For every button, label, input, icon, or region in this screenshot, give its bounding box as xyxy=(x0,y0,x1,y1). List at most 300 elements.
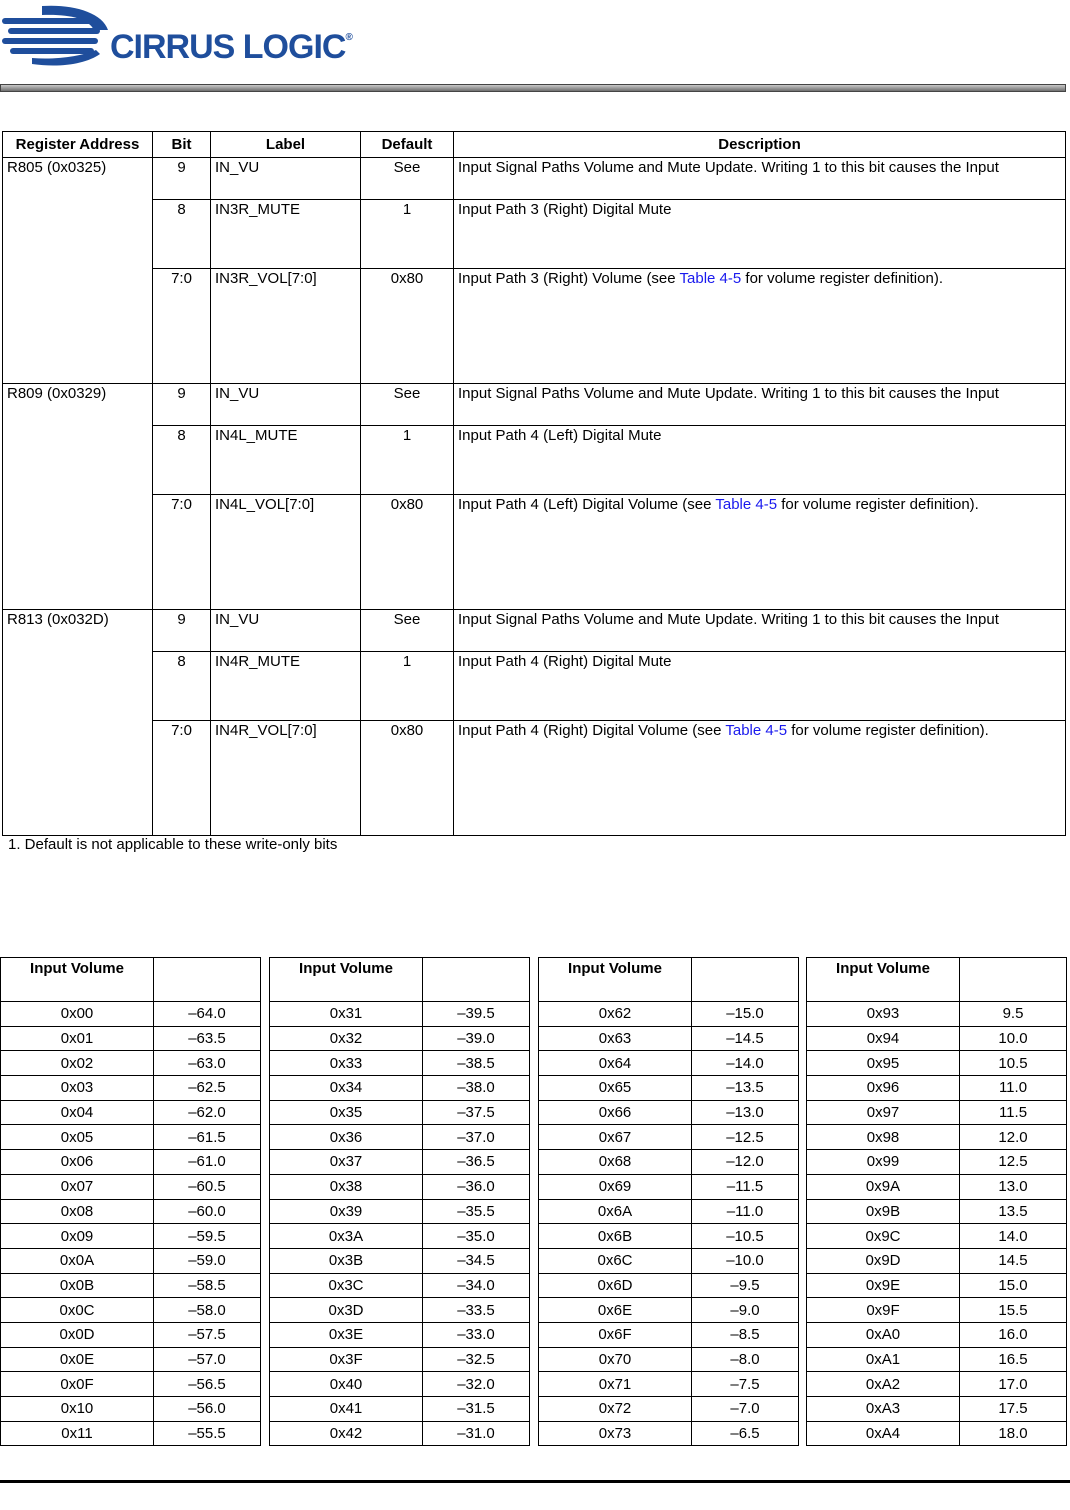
volume-gain: 11.0 xyxy=(960,1076,1067,1101)
volume-code: 0xA1 xyxy=(807,1347,960,1372)
volume-row xyxy=(270,1273,530,1298)
register-row xyxy=(3,426,1066,495)
volume-code: 0x3B xyxy=(270,1248,423,1273)
volume-code: 0x0F xyxy=(1,1372,154,1397)
register-description: Input Signal Paths Volume and Mute Update. Writing 1 to this bit causes the Input xyxy=(454,610,1066,652)
volume-gain: –64.0 xyxy=(154,1002,261,1027)
volume-table xyxy=(269,957,530,1446)
volume-gain: –38.5 xyxy=(423,1051,530,1076)
volume-code: 0x36 xyxy=(270,1125,423,1150)
volume-row xyxy=(1,1224,261,1249)
volume-table-header xyxy=(539,958,799,1002)
register-row xyxy=(3,721,1066,836)
volume-gain: –59.5 xyxy=(154,1224,261,1249)
volume-row xyxy=(1,1002,261,1027)
volume-row xyxy=(1,1174,261,1199)
register-label: IN_VU xyxy=(211,384,361,426)
volume-gain: –39.5 xyxy=(423,1002,530,1027)
volume-gain: –34.5 xyxy=(423,1248,530,1273)
volume-gain: –35.0 xyxy=(423,1224,530,1249)
cirrus-logic-logo xyxy=(2,2,382,72)
volume-gain: 15.5 xyxy=(960,1298,1067,1323)
register-default: See xyxy=(361,384,454,426)
volume-row xyxy=(539,1322,799,1347)
register-bit: 7:0 xyxy=(153,721,211,836)
volume-row xyxy=(807,1397,1067,1422)
volume-row xyxy=(807,1199,1067,1224)
volume-code: 0x6F xyxy=(539,1322,692,1347)
volume-code: 0x07 xyxy=(1,1174,154,1199)
volume-row xyxy=(270,1076,530,1101)
volume-row xyxy=(270,1002,530,1027)
volume-row xyxy=(539,1150,799,1175)
description-text: for volume register definition). xyxy=(787,722,989,739)
volume-row xyxy=(807,1125,1067,1150)
volume-row xyxy=(270,1298,530,1323)
volume-code: 0x04 xyxy=(1,1100,154,1125)
register-table xyxy=(2,131,1066,836)
volume-code: 0x00 xyxy=(1,1002,154,1027)
register-description: Input Path 4 (Left) Digital Mute xyxy=(454,426,1066,495)
register-bit: 8 xyxy=(153,652,211,721)
volume-gain: –12.5 xyxy=(692,1125,799,1150)
volume-row xyxy=(807,1273,1067,1298)
volume-row xyxy=(270,1224,530,1249)
col-header-bit: Bit xyxy=(153,132,211,158)
volume-gain: –36.5 xyxy=(423,1150,530,1175)
register-bit: 9 xyxy=(153,158,211,200)
register-description xyxy=(454,495,1066,610)
volume-gain: –37.5 xyxy=(423,1100,530,1125)
register-label: IN4R_MUTE xyxy=(211,652,361,721)
volume-row xyxy=(539,1174,799,1199)
volume-code: 0x98 xyxy=(807,1125,960,1150)
volume-gain: –8.0 xyxy=(692,1347,799,1372)
volume-gain: 11.5 xyxy=(960,1100,1067,1125)
volume-row xyxy=(807,1174,1067,1199)
volume-row xyxy=(539,1224,799,1249)
volume-row xyxy=(1,1076,261,1101)
volume-code: 0xA3 xyxy=(807,1397,960,1422)
volume-code: 0x62 xyxy=(539,1002,692,1027)
volume-gain: –36.0 xyxy=(423,1174,530,1199)
register-default: 1 xyxy=(361,200,454,269)
logo-swirl-icon xyxy=(2,2,112,68)
volume-gain: 16.0 xyxy=(960,1322,1067,1347)
volume-row xyxy=(1,1026,261,1051)
volume-code: 0x72 xyxy=(539,1397,692,1422)
volume-code: 0x94 xyxy=(807,1026,960,1051)
volume-row xyxy=(539,1026,799,1051)
footer-rule xyxy=(0,1480,1070,1483)
volume-row xyxy=(1,1100,261,1125)
volume-row xyxy=(807,1100,1067,1125)
volume-row xyxy=(807,1347,1067,1372)
volume-gain: –32.0 xyxy=(423,1372,530,1397)
volume-code: 0x11 xyxy=(1,1421,154,1446)
input-volume-header: Input Volume xyxy=(270,958,423,1002)
volume-row xyxy=(270,1150,530,1175)
volume-gain: –9.5 xyxy=(692,1273,799,1298)
volume-code: 0x93 xyxy=(807,1002,960,1027)
volume-code: 0x0C xyxy=(1,1298,154,1323)
volume-row xyxy=(1,1421,261,1446)
volume-row xyxy=(807,1372,1067,1397)
volume-code: 0x6B xyxy=(539,1224,692,1249)
volume-gain: –7.5 xyxy=(692,1372,799,1397)
volume-code: 0x35 xyxy=(270,1100,423,1125)
register-address: R809 (0x0329) xyxy=(3,384,153,610)
volume-gain: –9.0 xyxy=(692,1298,799,1323)
volume-code: 0x06 xyxy=(1,1150,154,1175)
volume-row xyxy=(1,1125,261,1150)
volume-code: 0x9F xyxy=(807,1298,960,1323)
volume-row xyxy=(539,1076,799,1101)
register-row xyxy=(3,652,1066,721)
volume-row xyxy=(1,1397,261,1422)
volume-row xyxy=(270,1397,530,1422)
volume-gain: –62.5 xyxy=(154,1076,261,1101)
register-label: IN4L_MUTE xyxy=(211,426,361,495)
volume-gain: –8.5 xyxy=(692,1322,799,1347)
volume-row xyxy=(539,1248,799,1273)
register-bit: 7:0 xyxy=(153,495,211,610)
volume-gain: 12.5 xyxy=(960,1150,1067,1175)
volume-code: 0x41 xyxy=(270,1397,423,1422)
col-header-description: Description xyxy=(454,132,1066,158)
volume-row xyxy=(807,1224,1067,1249)
volume-code: 0x05 xyxy=(1,1125,154,1150)
volume-gain: –60.0 xyxy=(154,1199,261,1224)
volume-gain: –58.5 xyxy=(154,1273,261,1298)
volume-gain: 17.0 xyxy=(960,1372,1067,1397)
register-description: Input Path 4 (Right) Digital Mute xyxy=(454,652,1066,721)
volume-row xyxy=(807,1002,1067,1027)
volume-row xyxy=(1,1199,261,1224)
volume-gain: 12.0 xyxy=(960,1125,1067,1150)
register-default: 0x80 xyxy=(361,269,454,384)
register-bit: 8 xyxy=(153,200,211,269)
volume-row xyxy=(539,1100,799,1125)
volume-code: 0x6C xyxy=(539,1248,692,1273)
volume-table xyxy=(0,957,261,1446)
volume-code: 0x65 xyxy=(539,1076,692,1101)
col-header-label: Label xyxy=(211,132,361,158)
volume-code: 0x3E xyxy=(270,1322,423,1347)
volume-code: 0x31 xyxy=(270,1002,423,1027)
volume-row xyxy=(539,1347,799,1372)
volume-table-header xyxy=(807,958,1067,1002)
volume-code: 0x69 xyxy=(539,1174,692,1199)
register-description: Input Signal Paths Volume and Mute Update. Writing 1 to this bit causes the Input xyxy=(454,158,1066,200)
volume-row xyxy=(807,1298,1067,1323)
register-bit: 9 xyxy=(153,384,211,426)
volume-row xyxy=(1,1273,261,1298)
gain-header xyxy=(960,958,1067,1002)
volume-gain: –10.5 xyxy=(692,1224,799,1249)
volume-code: 0x6D xyxy=(539,1273,692,1298)
volume-row xyxy=(807,1051,1067,1076)
volume-gain: –58.0 xyxy=(154,1298,261,1323)
register-default: See xyxy=(361,158,454,200)
volume-row xyxy=(270,1421,530,1446)
volume-code: 0x9A xyxy=(807,1174,960,1199)
volume-gain: 17.5 xyxy=(960,1397,1067,1422)
register-label: IN4L_VOL[7:0] xyxy=(211,495,361,610)
volume-code: 0x97 xyxy=(807,1100,960,1125)
volume-code: 0x38 xyxy=(270,1174,423,1199)
register-row xyxy=(3,610,1066,652)
volume-gain: –57.5 xyxy=(154,1322,261,1347)
register-row xyxy=(3,200,1066,269)
volume-row xyxy=(270,1199,530,1224)
register-row xyxy=(3,269,1066,384)
volume-row xyxy=(807,1322,1067,1347)
volume-code: 0x0D xyxy=(1,1322,154,1347)
volume-gain: –35.5 xyxy=(423,1199,530,1224)
volume-code: 0x0B xyxy=(1,1273,154,1298)
col-header-default: Default xyxy=(361,132,454,158)
volume-gain: –61.5 xyxy=(154,1125,261,1150)
volume-row xyxy=(270,1372,530,1397)
volume-row xyxy=(539,1372,799,1397)
register-bit: 8 xyxy=(153,426,211,495)
volume-code: 0x3D xyxy=(270,1298,423,1323)
volume-table xyxy=(538,957,799,1446)
volume-row xyxy=(270,1322,530,1347)
volume-row xyxy=(270,1174,530,1199)
volume-code: 0x9E xyxy=(807,1273,960,1298)
volume-code: 0x68 xyxy=(539,1150,692,1175)
volume-row xyxy=(539,1273,799,1298)
register-description: Input Signal Paths Volume and Mute Update. Writing 1 to this bit causes the Input xyxy=(454,384,1066,426)
volume-code: 0xA0 xyxy=(807,1322,960,1347)
volume-row xyxy=(270,1100,530,1125)
volume-code: 0x9C xyxy=(807,1224,960,1249)
volume-gain: –33.5 xyxy=(423,1298,530,1323)
gain-header xyxy=(423,958,530,1002)
volume-row xyxy=(1,1298,261,1323)
volume-code: 0x32 xyxy=(270,1026,423,1051)
register-description xyxy=(454,269,1066,384)
volume-row xyxy=(807,1076,1067,1101)
volume-gain: –59.0 xyxy=(154,1248,261,1273)
volume-gain: –32.5 xyxy=(423,1347,530,1372)
volume-row xyxy=(270,1248,530,1273)
volume-gain: –63.0 xyxy=(154,1051,261,1076)
volume-gain: 13.5 xyxy=(960,1199,1067,1224)
volume-gain: –56.5 xyxy=(154,1372,261,1397)
volume-code: 0x39 xyxy=(270,1199,423,1224)
table-4-5-link[interactable]: Table 4-5 xyxy=(679,270,742,287)
volume-code: 0x40 xyxy=(270,1372,423,1397)
volume-gain: –37.0 xyxy=(423,1125,530,1150)
volume-code: 0x9D xyxy=(807,1248,960,1273)
volume-gain: 14.5 xyxy=(960,1248,1067,1273)
register-default: 1 xyxy=(361,426,454,495)
volume-row xyxy=(270,1026,530,1051)
footnote: 1. Default is not applicable to these write-only bits xyxy=(8,836,338,853)
volume-gain: 10.0 xyxy=(960,1026,1067,1051)
table-4-5-link[interactable]: Table 4-5 xyxy=(725,722,788,739)
register-address: R813 (0x032D) xyxy=(3,610,153,836)
volume-gain: –31.5 xyxy=(423,1397,530,1422)
volume-gain: –31.0 xyxy=(423,1421,530,1446)
input-volume-header: Input Volume xyxy=(539,958,692,1002)
volume-row xyxy=(539,1125,799,1150)
gain-header xyxy=(692,958,799,1002)
volume-row xyxy=(1,1322,261,1347)
volume-gain: –13.0 xyxy=(692,1100,799,1125)
register-label: IN_VU xyxy=(211,610,361,652)
volume-gain: –6.5 xyxy=(692,1421,799,1446)
volume-code: 0xA2 xyxy=(807,1372,960,1397)
volume-row xyxy=(539,1397,799,1422)
volume-code: 0x6A xyxy=(539,1199,692,1224)
register-label: IN3R_MUTE xyxy=(211,200,361,269)
register-label: IN3R_VOL[7:0] xyxy=(211,269,361,384)
volume-code: 0x37 xyxy=(270,1150,423,1175)
volume-gain: –60.5 xyxy=(154,1174,261,1199)
register-label: IN_VU xyxy=(211,158,361,200)
volume-code: 0x33 xyxy=(270,1051,423,1076)
volume-code: 0x0E xyxy=(1,1347,154,1372)
volume-row xyxy=(1,1248,261,1273)
volume-code: 0x70 xyxy=(539,1347,692,1372)
volume-row xyxy=(1,1372,261,1397)
volume-gain: –7.0 xyxy=(692,1397,799,1422)
register-default: 0x80 xyxy=(361,721,454,836)
volume-code: 0x73 xyxy=(539,1421,692,1446)
volume-row xyxy=(270,1051,530,1076)
volume-gain: –14.5 xyxy=(692,1026,799,1051)
volume-gain: 16.5 xyxy=(960,1347,1067,1372)
volume-row xyxy=(539,1298,799,1323)
register-row xyxy=(3,495,1066,610)
volume-code: 0x09 xyxy=(1,1224,154,1249)
volume-row xyxy=(1,1347,261,1372)
volume-code: 0x03 xyxy=(1,1076,154,1101)
volume-gain: 15.0 xyxy=(960,1273,1067,1298)
volume-row xyxy=(539,1051,799,1076)
volume-row xyxy=(807,1026,1067,1051)
volume-row xyxy=(539,1002,799,1027)
volume-gain: –55.5 xyxy=(154,1421,261,1446)
volume-row xyxy=(1,1150,261,1175)
description-text: Input Path 3 (Right) Volume (see xyxy=(458,270,680,287)
volume-gain: –11.0 xyxy=(692,1199,799,1224)
register-default: 1 xyxy=(361,652,454,721)
volume-gain: 14.0 xyxy=(960,1224,1067,1249)
volume-code: 0x42 xyxy=(270,1421,423,1446)
volume-gain: –13.5 xyxy=(692,1076,799,1101)
volume-gain: –57.0 xyxy=(154,1347,261,1372)
register-default: See xyxy=(361,610,454,652)
input-volume-header: Input Volume xyxy=(807,958,960,1002)
col-header-register-address: Register Address xyxy=(3,132,153,158)
volume-code: 0x9B xyxy=(807,1199,960,1224)
register-bit: 7:0 xyxy=(153,269,211,384)
volume-table-header xyxy=(270,958,530,1002)
volume-code: 0x10 xyxy=(1,1397,154,1422)
register-default: 0x80 xyxy=(361,495,454,610)
volume-row xyxy=(270,1125,530,1150)
volume-code: 0x96 xyxy=(807,1076,960,1101)
volume-code: 0x64 xyxy=(539,1051,692,1076)
volume-row xyxy=(807,1421,1067,1446)
volume-code: 0x3A xyxy=(270,1224,423,1249)
register-label: IN4R_VOL[7:0] xyxy=(211,721,361,836)
volume-gain: 18.0 xyxy=(960,1421,1067,1446)
description-text: for volume register definition). xyxy=(777,496,979,513)
volume-gain: –15.0 xyxy=(692,1002,799,1027)
volume-row xyxy=(1,1051,261,1076)
volume-gain: –10.0 xyxy=(692,1248,799,1273)
volume-code: 0x34 xyxy=(270,1076,423,1101)
input-volume-header: Input Volume xyxy=(1,958,154,1002)
register-row xyxy=(3,384,1066,426)
volume-code: 0x08 xyxy=(1,1199,154,1224)
description-text: Input Path 4 (Left) Digital Volume (see xyxy=(458,496,716,513)
description-text: for volume register definition). xyxy=(741,270,943,287)
register-row xyxy=(3,158,1066,200)
description-text: Input Path 4 (Right) Digital Volume (see xyxy=(458,722,726,739)
volume-gain: –61.0 xyxy=(154,1150,261,1175)
register-bit: 9 xyxy=(153,610,211,652)
volume-code: 0x3C xyxy=(270,1273,423,1298)
volume-gain: –12.0 xyxy=(692,1150,799,1175)
register-address: R805 (0x0325) xyxy=(3,158,153,384)
volume-code: 0x01 xyxy=(1,1026,154,1051)
volume-row xyxy=(270,1347,530,1372)
volume-code: 0x3F xyxy=(270,1347,423,1372)
volume-code: 0x67 xyxy=(539,1125,692,1150)
brand-name: CIRRUS LOGIC® xyxy=(110,28,353,66)
volume-row xyxy=(539,1421,799,1446)
volume-row xyxy=(807,1248,1067,1273)
volume-table-header xyxy=(1,958,261,1002)
volume-row xyxy=(807,1150,1067,1175)
volume-code: 0x99 xyxy=(807,1150,960,1175)
volume-code: 0x66 xyxy=(539,1100,692,1125)
table-4-5-link[interactable]: Table 4-5 xyxy=(715,496,778,513)
volume-table xyxy=(806,957,1067,1446)
volume-gain: 10.5 xyxy=(960,1051,1067,1076)
volume-gain: –34.0 xyxy=(423,1273,530,1298)
volume-gain: –33.0 xyxy=(423,1322,530,1347)
volume-row xyxy=(539,1199,799,1224)
volume-gain: –11.5 xyxy=(692,1174,799,1199)
volume-gain: –56.0 xyxy=(154,1397,261,1422)
volume-code: 0x02 xyxy=(1,1051,154,1076)
volume-code: 0x63 xyxy=(539,1026,692,1051)
volume-code: 0x6E xyxy=(539,1298,692,1323)
volume-gain: –14.0 xyxy=(692,1051,799,1076)
volume-gain: –38.0 xyxy=(423,1076,530,1101)
register-table-header xyxy=(3,132,1066,158)
volume-gain: 9.5 xyxy=(960,1002,1067,1027)
register-description xyxy=(454,721,1066,836)
gain-header xyxy=(154,958,261,1002)
register-description: Input Path 3 (Right) Digital Mute xyxy=(454,200,1066,269)
volume-code: 0x0A xyxy=(1,1248,154,1273)
volume-gain: –63.5 xyxy=(154,1026,261,1051)
header-rule xyxy=(0,84,1066,92)
volume-gain: –39.0 xyxy=(423,1026,530,1051)
volume-gain: –62.0 xyxy=(154,1100,261,1125)
volume-code: 0x95 xyxy=(807,1051,960,1076)
volume-gain: 13.0 xyxy=(960,1174,1067,1199)
